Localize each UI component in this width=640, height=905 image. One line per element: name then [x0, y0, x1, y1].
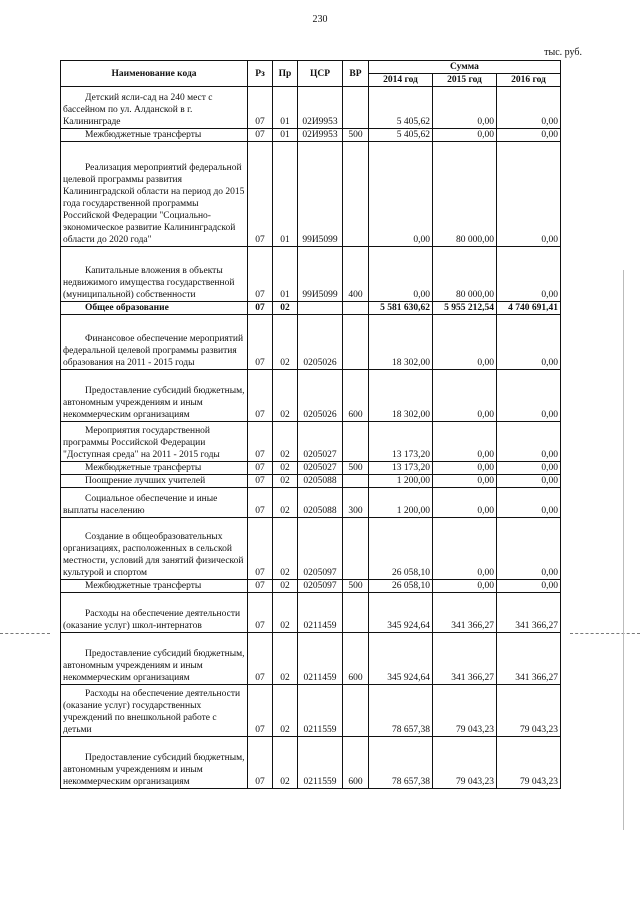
scan-edge-line — [623, 270, 624, 830]
cell-2014: 78 657,38 — [369, 737, 433, 789]
table-row — [61, 129, 561, 142]
cell-2015: 80 000,00 — [433, 142, 497, 247]
cell-2014: 78 657,38 — [369, 685, 433, 737]
cell-2015: 341 366,27 — [433, 633, 497, 685]
cell-2015: 0,00 — [433, 488, 497, 518]
cell-pr: 01 — [273, 247, 298, 302]
cell-2014: 345 924,64 — [369, 633, 433, 685]
cell-rz: 07 — [248, 142, 273, 247]
cell-csr: 02И9953 — [298, 129, 343, 142]
cell-rz: 07 — [248, 302, 273, 315]
cell-2015: 79 043,23 — [433, 737, 497, 789]
cell-name: Предоставление субсидий бюджетным, автономным учреждениям и иным некоммерческим организациям — [61, 737, 248, 789]
cell-vr — [343, 475, 369, 488]
cell-name: Межбюджетные трансферты — [61, 462, 248, 475]
cell-rz: 07 — [248, 462, 273, 475]
cell-name: Предоставление субсидий бюджетным, автономным учреждениям и иным некоммерческим организациям — [61, 370, 248, 422]
cell-2016: 79 043,23 — [497, 737, 561, 789]
cell-name: Поощрение лучших учителей — [61, 475, 248, 488]
header-2016: 2016 год — [497, 74, 561, 87]
cell-pr: 02 — [273, 685, 298, 737]
cell-rz: 07 — [248, 580, 273, 593]
cell-csr: 0205027 — [298, 462, 343, 475]
table-row — [61, 142, 561, 247]
cell-2014: 0,00 — [369, 247, 433, 302]
cell-csr: 0205088 — [298, 488, 343, 518]
cell-2014: 26 058,10 — [369, 518, 433, 580]
cell-rz: 07 — [248, 488, 273, 518]
units-label: тыс. руб. — [544, 47, 582, 58]
cell-vr: 600 — [343, 633, 369, 685]
cell-vr: 400 — [343, 247, 369, 302]
cell-name: Расходы на обеспечение деятельности (оказание услуг) государственных учреждений по внешкольной работе с детьми — [61, 685, 248, 737]
cell-2016: 4 740 691,41 — [497, 302, 561, 315]
cell-vr: 500 — [343, 129, 369, 142]
cell-2016: 0,00 — [497, 142, 561, 247]
cell-pr: 02 — [273, 593, 298, 633]
cell-name: Детский ясли-сад на 240 мест с бассейном по ул. Алданской в г. Калининграде — [61, 87, 248, 129]
header-2015: 2015 год — [433, 74, 497, 87]
cell-2014: 5 405,62 — [369, 129, 433, 142]
cell-name: Социальное обеспечение и иные выплаты населению — [61, 488, 248, 518]
cell-rz: 07 — [248, 129, 273, 142]
cell-csr: 0205026 — [298, 370, 343, 422]
cell-2016: 0,00 — [497, 488, 561, 518]
cell-2015: 5 955 212,54 — [433, 302, 497, 315]
cell-vr: 300 — [343, 488, 369, 518]
table-header — [61, 61, 561, 87]
cell-csr: 0205027 — [298, 422, 343, 462]
table-row — [61, 422, 561, 462]
cell-pr: 02 — [273, 370, 298, 422]
cell-pr: 02 — [273, 475, 298, 488]
cell-csr: 0211559 — [298, 685, 343, 737]
cell-pr: 02 — [273, 315, 298, 370]
cell-2015: 0,00 — [433, 462, 497, 475]
cell-2016: 0,00 — [497, 247, 561, 302]
table-row — [61, 475, 561, 488]
header-csr: ЦСР — [298, 61, 343, 87]
cell-csr: 0205097 — [298, 580, 343, 593]
cell-vr — [343, 422, 369, 462]
cell-pr: 01 — [273, 142, 298, 247]
cell-vr — [343, 302, 369, 315]
cell-2014: 13 173,20 — [369, 422, 433, 462]
table-row — [61, 518, 561, 580]
table-row — [61, 302, 561, 315]
cell-pr: 02 — [273, 462, 298, 475]
header-pr: Пр — [273, 61, 298, 87]
cell-rz: 07 — [248, 633, 273, 685]
cell-csr: 99И5099 — [298, 142, 343, 247]
cell-vr: 500 — [343, 580, 369, 593]
cell-2016: 0,00 — [497, 462, 561, 475]
cell-rz: 07 — [248, 247, 273, 302]
cell-2015: 79 043,23 — [433, 685, 497, 737]
cell-2016: 79 043,23 — [497, 685, 561, 737]
cell-2014: 1 200,00 — [369, 488, 433, 518]
cell-name: Общее образование — [61, 302, 248, 315]
cell-rz: 07 — [248, 737, 273, 789]
cell-2015: 0,00 — [433, 580, 497, 593]
table-row — [61, 685, 561, 737]
cell-csr: 0211459 — [298, 633, 343, 685]
cell-rz: 07 — [248, 422, 273, 462]
cell-vr: 500 — [343, 462, 369, 475]
cell-2016: 0,00 — [497, 580, 561, 593]
cell-vr: 600 — [343, 737, 369, 789]
cell-name: Мероприятия государственной программы Российской Федерации "Доступная среда" на 2011 - 2015 годы — [61, 422, 248, 462]
cell-name: Межбюджетные трансферты — [61, 580, 248, 593]
cell-vr — [343, 142, 369, 247]
cell-pr: 02 — [273, 518, 298, 580]
cell-2014: 13 173,20 — [369, 462, 433, 475]
cell-2016: 0,00 — [497, 422, 561, 462]
budget-table — [60, 60, 561, 789]
cell-2015: 341 366,27 — [433, 593, 497, 633]
cell-name: Расходы на обеспечение деятельности (оказание услуг) школ-интернатов — [61, 593, 248, 633]
cell-name: Реализация мероприятий федеральной целевой программы развития Калининградской области на период до 2015 года государственной программы Российской Федерации "Социально-экономическое развитие Калининградской области до 2020 года" — [61, 142, 248, 247]
cell-2014: 0,00 — [369, 142, 433, 247]
cell-pr: 02 — [273, 488, 298, 518]
cell-rz: 07 — [248, 593, 273, 633]
scan-margin-mark-right — [570, 633, 640, 634]
cell-2016: 0,00 — [497, 518, 561, 580]
cell-rz: 07 — [248, 370, 273, 422]
table-row — [61, 593, 561, 633]
cell-vr — [343, 518, 369, 580]
cell-2015: 80 000,00 — [433, 247, 497, 302]
cell-2016: 0,00 — [497, 370, 561, 422]
header-name: Наименование кода — [61, 61, 248, 87]
cell-2014: 18 302,00 — [369, 315, 433, 370]
cell-2015: 0,00 — [433, 370, 497, 422]
cell-csr: 0205026 — [298, 315, 343, 370]
header-2014: 2014 год — [369, 74, 433, 87]
cell-vr: 600 — [343, 370, 369, 422]
cell-2015: 0,00 — [433, 475, 497, 488]
header-sum: Сумма — [369, 61, 561, 74]
cell-csr — [298, 302, 343, 315]
cell-2016: 0,00 — [497, 475, 561, 488]
cell-pr: 02 — [273, 633, 298, 685]
cell-vr — [343, 87, 369, 129]
cell-vr — [343, 315, 369, 370]
cell-name: Предоставление субсидий бюджетным, автономным учреждениям и иным некоммерческим организациям — [61, 633, 248, 685]
table-body — [61, 87, 561, 789]
cell-2015: 0,00 — [433, 87, 497, 129]
cell-2016: 341 366,27 — [497, 633, 561, 685]
header-vr: ВР — [343, 61, 369, 87]
cell-2014: 26 058,10 — [369, 580, 433, 593]
table-row — [61, 247, 561, 302]
cell-csr: 99И5099 — [298, 247, 343, 302]
cell-name: Капитальные вложения в объекты недвижимого имущества государственной (муниципальной) собственности — [61, 247, 248, 302]
table-row — [61, 488, 561, 518]
cell-2014: 5 581 630,62 — [369, 302, 433, 315]
cell-vr — [343, 593, 369, 633]
cell-name: Создание в общеобразовательных организациях, расположенных в сельской местности, условий для занятий физической культурой и спортом — [61, 518, 248, 580]
cell-csr: 0205088 — [298, 475, 343, 488]
cell-name: Финансовое обеспечение мероприятий федеральной целевой программы развития образования на 2011 - 2015 годы — [61, 315, 248, 370]
cell-2015: 0,00 — [433, 422, 497, 462]
cell-name: Межбюджетные трансферты — [61, 129, 248, 142]
header-rz: Рз — [248, 61, 273, 87]
cell-2015: 0,00 — [433, 518, 497, 580]
cell-rz: 07 — [248, 685, 273, 737]
cell-vr — [343, 685, 369, 737]
cell-csr: 02И9953 — [298, 87, 343, 129]
cell-pr: 01 — [273, 129, 298, 142]
cell-rz: 07 — [248, 87, 273, 129]
cell-csr: 0211459 — [298, 593, 343, 633]
cell-2016: 0,00 — [497, 129, 561, 142]
cell-2014: 18 302,00 — [369, 370, 433, 422]
cell-2014: 345 924,64 — [369, 593, 433, 633]
cell-2016: 341 366,27 — [497, 593, 561, 633]
cell-pr: 02 — [273, 302, 298, 315]
table-row — [61, 370, 561, 422]
table-row — [61, 87, 561, 129]
cell-pr: 02 — [273, 580, 298, 593]
cell-csr: 0211559 — [298, 737, 343, 789]
page-number: 230 — [312, 14, 328, 25]
cell-2015: 0,00 — [433, 315, 497, 370]
cell-pr: 02 — [273, 737, 298, 789]
table-row — [61, 315, 561, 370]
cell-rz: 07 — [248, 315, 273, 370]
cell-2016: 0,00 — [497, 87, 561, 129]
cell-rz: 07 — [248, 475, 273, 488]
cell-pr: 01 — [273, 87, 298, 129]
scan-margin-mark-left — [0, 633, 50, 634]
cell-2016: 0,00 — [497, 315, 561, 370]
cell-2014: 5 405,62 — [369, 87, 433, 129]
table-row — [61, 737, 561, 789]
cell-rz: 07 — [248, 518, 273, 580]
cell-2015: 0,00 — [433, 129, 497, 142]
cell-2014: 1 200,00 — [369, 475, 433, 488]
cell-pr: 02 — [273, 422, 298, 462]
table-row — [61, 633, 561, 685]
table-row — [61, 580, 561, 593]
cell-csr: 0205097 — [298, 518, 343, 580]
table-row — [61, 462, 561, 475]
